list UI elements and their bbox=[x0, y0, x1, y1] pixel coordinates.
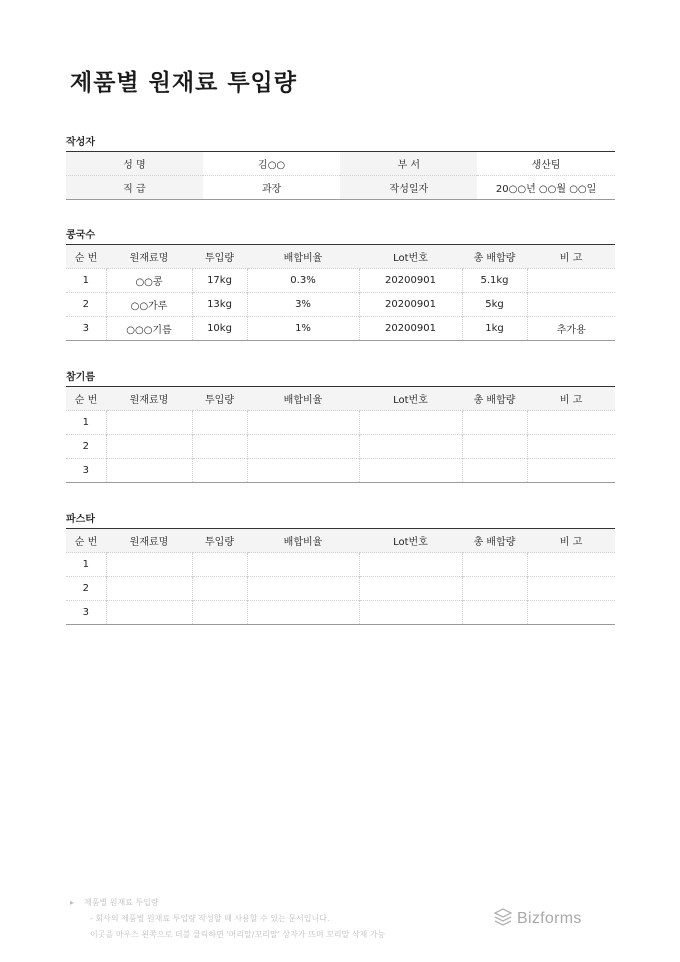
table-row bbox=[66, 601, 615, 625]
col-header-number: 순 번 bbox=[66, 245, 106, 269]
cell-material: ○○○기름 bbox=[106, 317, 192, 341]
col-header-note: 비 고 bbox=[527, 387, 615, 411]
table-row bbox=[66, 411, 615, 435]
cell-note bbox=[527, 577, 615, 601]
cell-number: 3 bbox=[66, 317, 106, 341]
col-header-ratio: 배합비율 bbox=[247, 387, 359, 411]
rank-label: 직 급 bbox=[66, 176, 203, 200]
table-row bbox=[66, 435, 615, 459]
cell-ratio bbox=[247, 411, 359, 435]
col-header-ratio: 배합비율 bbox=[247, 245, 359, 269]
footer-title-line bbox=[70, 895, 385, 911]
cell-ratio bbox=[247, 601, 359, 625]
cell-material bbox=[106, 601, 192, 625]
cell-input: 17kg bbox=[192, 269, 247, 293]
col-header-note: 비 고 bbox=[527, 529, 615, 553]
cell-material bbox=[106, 577, 192, 601]
cell-total bbox=[462, 411, 527, 435]
cell-ratio bbox=[247, 577, 359, 601]
col-header-input: 투입량 bbox=[192, 529, 247, 553]
table-header-row bbox=[66, 529, 615, 553]
cell-input bbox=[192, 577, 247, 601]
department-value: 생산팀 bbox=[531, 160, 561, 171]
author-row bbox=[66, 152, 615, 176]
rank-value: 과장 bbox=[203, 176, 341, 200]
cell-total: 5.1kg bbox=[462, 269, 527, 293]
cell-lot: 20200901 bbox=[359, 293, 462, 317]
cell-total bbox=[462, 601, 527, 625]
cell-input: 13kg bbox=[192, 293, 247, 317]
cell-number: 2 bbox=[66, 293, 106, 317]
col-header-lot: Lot번호 bbox=[359, 387, 462, 411]
footer-note bbox=[70, 895, 385, 943]
cell-ratio bbox=[247, 435, 359, 459]
cell-material: ○○콩 bbox=[106, 269, 192, 293]
cell-number: 3 bbox=[66, 601, 106, 625]
cell-material bbox=[106, 553, 192, 577]
cell-lot bbox=[359, 553, 462, 577]
col-header-total: 총 배합량 bbox=[462, 529, 527, 553]
cell-number: 3 bbox=[66, 459, 106, 483]
date-label: 작성일자 bbox=[340, 176, 477, 200]
col-header-material: 원재료명 bbox=[106, 387, 192, 411]
col-header-total: 총 배합량 bbox=[462, 387, 527, 411]
cell-input bbox=[192, 411, 247, 435]
cell-note bbox=[527, 459, 615, 483]
cell-number: 1 bbox=[66, 411, 106, 435]
cell-note bbox=[527, 269, 615, 293]
footer-instruction: 이곳을 마우스 왼쪽으로 더블 클릭하면 '머리말/꼬리말' 상자가 뜨며 꼬리말 삭제 가능 bbox=[90, 930, 386, 939]
table-header-row bbox=[66, 387, 615, 411]
cell-input bbox=[192, 435, 247, 459]
cell-material: ○○가루 bbox=[106, 293, 192, 317]
author-section-label: 작성자 bbox=[66, 137, 95, 148]
cell-note bbox=[527, 293, 615, 317]
cell-ratio: 0.3% bbox=[247, 269, 359, 293]
product-table bbox=[66, 386, 615, 483]
col-header-note: 비 고 bbox=[527, 245, 615, 269]
name-label: 성 명 bbox=[66, 152, 203, 176]
col-header-lot: Lot번호 bbox=[359, 529, 462, 553]
cell-material bbox=[106, 435, 192, 459]
table-row bbox=[66, 269, 615, 293]
cell-input bbox=[192, 459, 247, 483]
table-row bbox=[66, 553, 615, 577]
cell-lot bbox=[359, 435, 462, 459]
product-section-label: 참기름 bbox=[66, 372, 95, 383]
col-header-total: 총 배합량 bbox=[462, 245, 527, 269]
cell-input bbox=[192, 553, 247, 577]
cell-total: 1kg bbox=[462, 317, 527, 341]
table-row bbox=[66, 317, 615, 341]
product-section-label: 콩국수 bbox=[66, 230, 95, 241]
cell-total: 5kg bbox=[462, 293, 527, 317]
department-label: 부 서 bbox=[340, 152, 477, 176]
author-row bbox=[66, 176, 615, 200]
table-row bbox=[66, 293, 615, 317]
cell-lot bbox=[359, 601, 462, 625]
product-section-label: 파스타 bbox=[66, 514, 95, 525]
cell-material bbox=[106, 459, 192, 483]
brand-name: Bizforms bbox=[517, 910, 582, 927]
col-header-input: 투입량 bbox=[192, 245, 247, 269]
cell-ratio bbox=[247, 459, 359, 483]
cell-ratio: 1% bbox=[247, 317, 359, 341]
footer-title: 제품별 원재료 투입량 bbox=[84, 898, 159, 907]
cell-input: 10kg bbox=[192, 317, 247, 341]
col-header-number: 순 번 bbox=[66, 529, 106, 553]
cell-ratio bbox=[247, 553, 359, 577]
triangle-bullet-icon: ▸ bbox=[70, 898, 75, 907]
cell-total bbox=[462, 435, 527, 459]
cell-total bbox=[462, 459, 527, 483]
cell-number: 2 bbox=[66, 577, 106, 601]
table-header-row bbox=[66, 245, 615, 269]
col-header-ratio: 배합비율 bbox=[247, 529, 359, 553]
cell-ratio: 3% bbox=[247, 293, 359, 317]
cell-number: 1 bbox=[66, 269, 106, 293]
cell-lot: 20200901 bbox=[359, 269, 462, 293]
date-value: 20○○년 ○○월 ○○일 bbox=[477, 176, 615, 200]
table-row bbox=[66, 577, 615, 601]
cell-total bbox=[462, 553, 527, 577]
cell-lot bbox=[359, 577, 462, 601]
bizforms-logo-icon bbox=[494, 908, 512, 930]
cell-lot bbox=[359, 459, 462, 483]
col-header-material: 원재료명 bbox=[106, 245, 192, 269]
cell-input bbox=[192, 601, 247, 625]
cell-total bbox=[462, 577, 527, 601]
author-table bbox=[66, 151, 615, 200]
col-header-lot: Lot번호 bbox=[359, 245, 462, 269]
document-title: 제품별 원재료 투입량 bbox=[70, 70, 297, 96]
table-row bbox=[66, 459, 615, 483]
product-table bbox=[66, 528, 615, 625]
cell-note bbox=[527, 411, 615, 435]
cell-number: 1 bbox=[66, 553, 106, 577]
cell-note bbox=[527, 601, 615, 625]
cell-material bbox=[106, 411, 192, 435]
cell-note bbox=[527, 435, 615, 459]
cell-lot: 20200901 bbox=[359, 317, 462, 341]
name-value: 김○○ bbox=[258, 160, 286, 171]
col-header-input: 투입량 bbox=[192, 387, 247, 411]
col-header-material: 원재료명 bbox=[106, 529, 192, 553]
cell-lot bbox=[359, 411, 462, 435]
cell-note: 추가용 bbox=[527, 317, 615, 341]
brand-logo bbox=[494, 908, 582, 930]
footer-description: - 회사의 제품별 원재료 투입량 작성할 때 사용할 수 있는 문서입니다. bbox=[90, 914, 330, 923]
cell-note bbox=[527, 553, 615, 577]
product-table bbox=[66, 244, 615, 341]
cell-number: 2 bbox=[66, 435, 106, 459]
col-header-number: 순 번 bbox=[66, 387, 106, 411]
